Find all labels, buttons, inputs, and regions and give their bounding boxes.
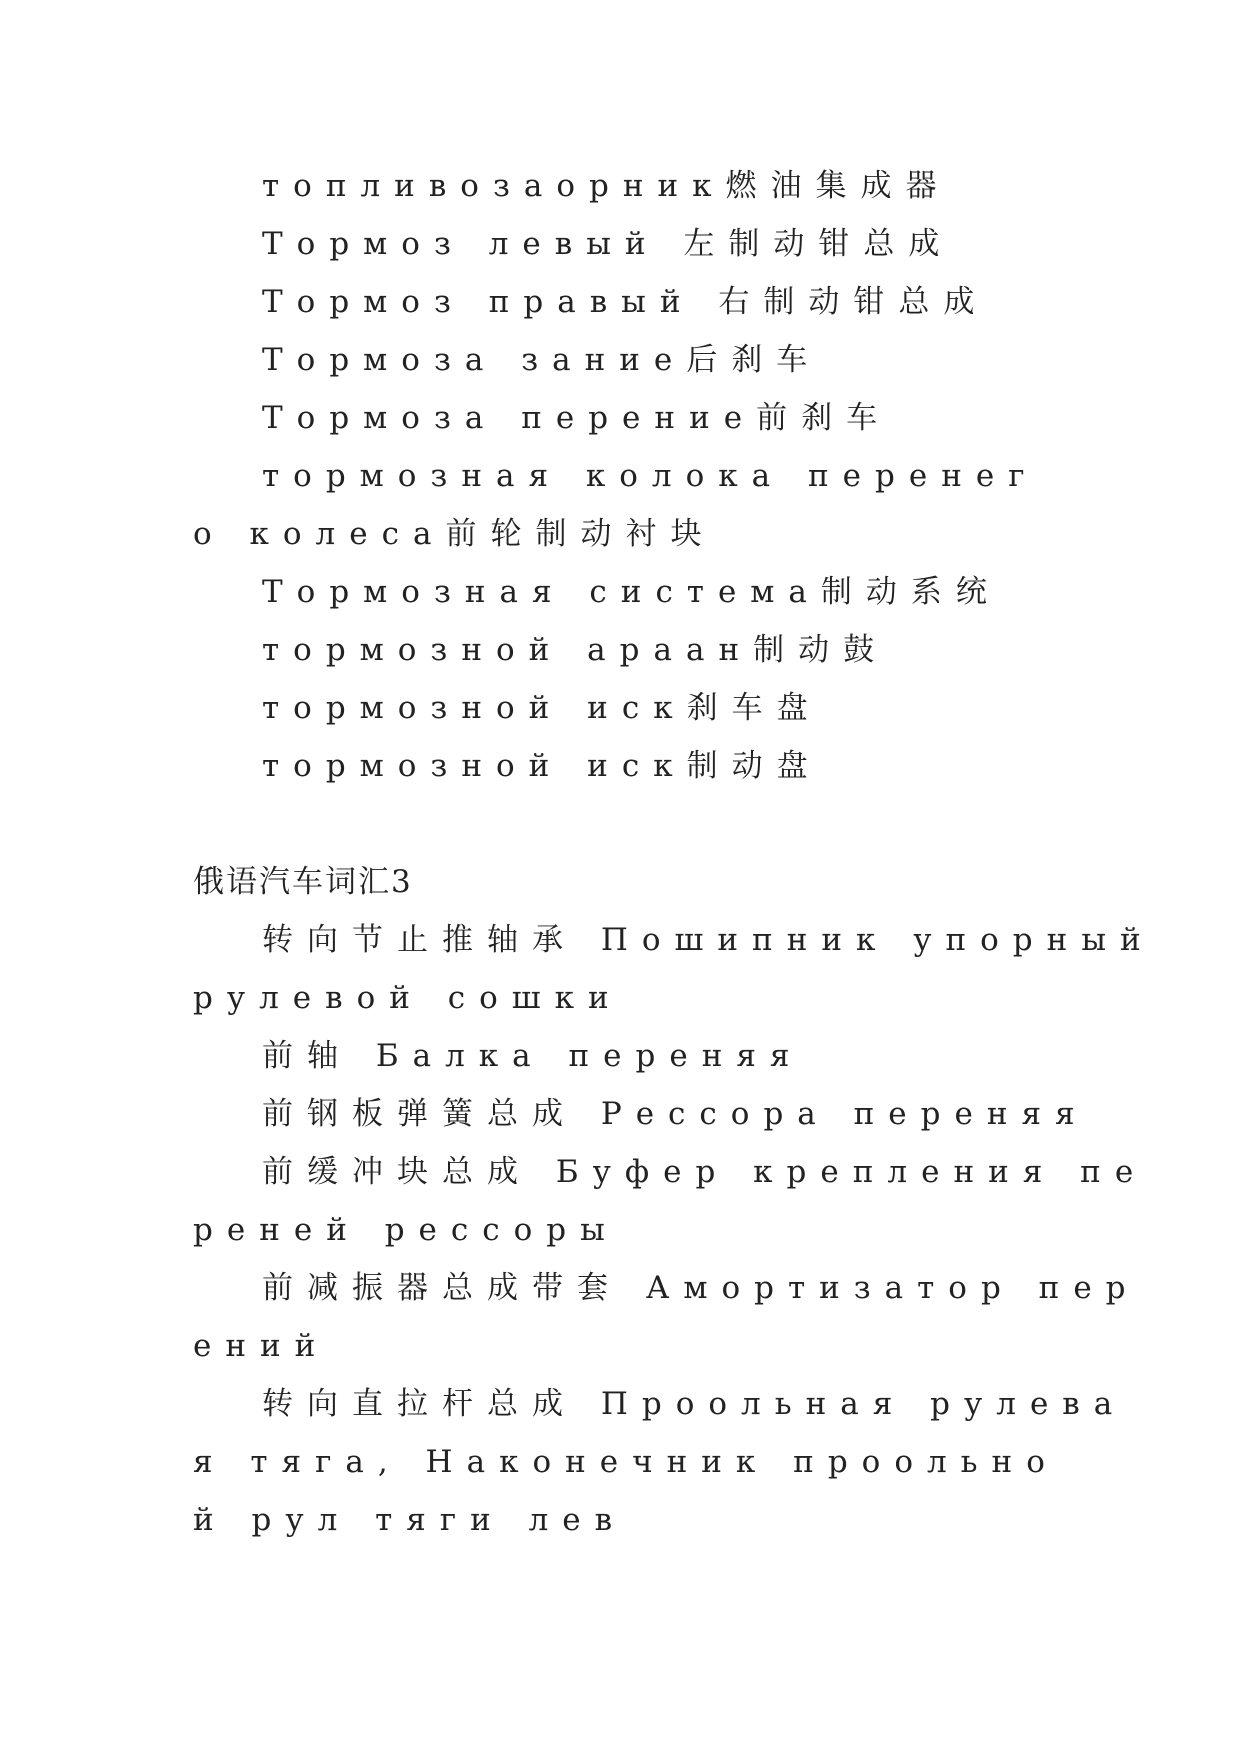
vocab-line: Тормоз левый 左制动钳总成 — [262, 226, 954, 262]
vocab-line: Тормоза зание后刹车 — [262, 342, 822, 378]
vocab-line: Тормозная система制动系统 — [262, 574, 1001, 610]
vocab-line: тормозной иск制动盘 — [262, 748, 822, 784]
vocab-line: о колеса前轮制动衬块 — [193, 516, 716, 552]
vocab-line: ений — [193, 1328, 330, 1364]
vocab-line: 前减振器总成带套 Амортизатор пер — [262, 1270, 1140, 1306]
vocab-line: реней рессоры — [193, 1212, 619, 1248]
vocab-line: тормозная колока перенег — [262, 458, 1039, 494]
vocab-line: рулевой сошки — [193, 980, 623, 1016]
vocab-line: 转向节止推轴承 Пошипник упорный — [262, 922, 1155, 958]
vocab-line: 前钢板弹簧总成 Рессора переняя — [262, 1096, 1089, 1132]
vocab-line: 前轴 Балка переняя — [262, 1038, 804, 1074]
vocab-line: тормозной араан制动鼓 — [262, 632, 889, 668]
vocab-line: 前缓冲块总成 Буфер крепления пе — [262, 1154, 1148, 1190]
vocab-line: я тяга, Наконечник проольно — [193, 1444, 1059, 1480]
section-heading: 俄语汽车词汇3 — [193, 864, 413, 900]
vocab-line: тормозной иск刹车盘 — [262, 690, 822, 726]
vocab-line: й рул тяги лев — [193, 1502, 627, 1538]
vocab-line: 转向直拉杆总成 Проольная рулева — [262, 1386, 1127, 1422]
vocab-line: Тормоз правый 右制动钳总成 — [262, 284, 989, 320]
vocab-line: топливозаорник燃油集成器 — [262, 168, 951, 204]
vocab-line: Тормоза перение前刹车 — [262, 400, 892, 436]
